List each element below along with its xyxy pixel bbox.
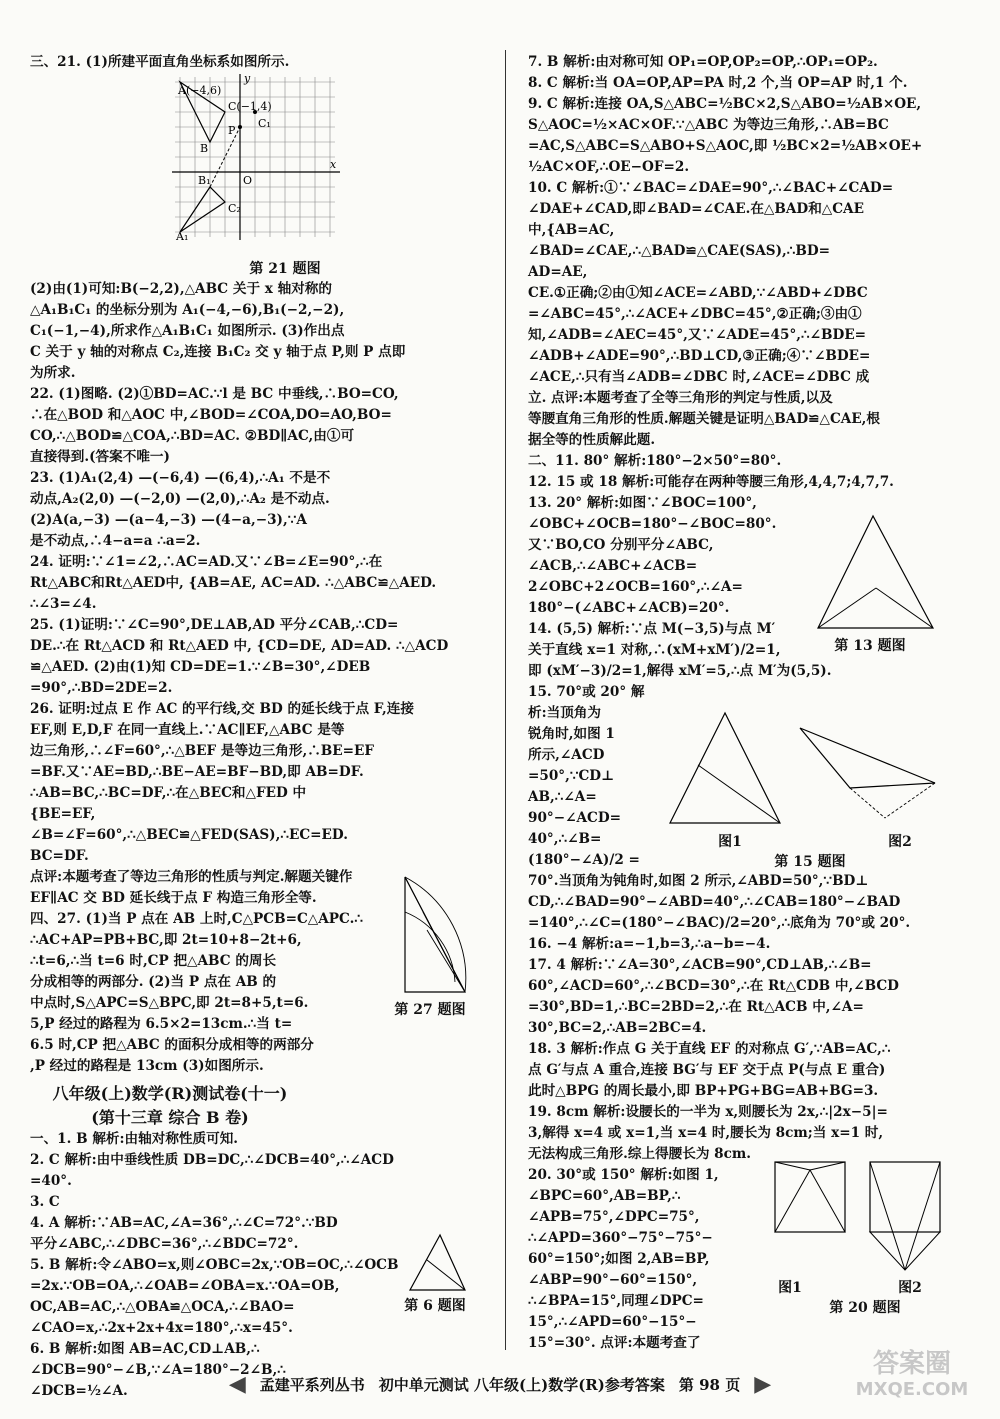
text-line: ∠BAD=∠CAE,∴△BAD≌△CAE(SAS),∴BD= bbox=[528, 243, 831, 259]
text-line: ∠DCB=½∠A. bbox=[30, 1383, 128, 1399]
text-line: 8. C 解析:当 OA=OP,AP=PA 时,2 个,当 OP=AP 时,1 个. bbox=[528, 75, 908, 91]
text-line: 12. 15 或 18 解析:可能存在两种等腰三角形,4,4,7;4,7,7. bbox=[528, 474, 894, 490]
text-line: 180°−(∠ABC+∠ACB)=20°. bbox=[528, 600, 730, 616]
fig21-label-A: A(−4,6) bbox=[178, 84, 222, 97]
text-line: 5. B 解析:令∠ABO=x,则∠OBC=2x,∵OB=OC,∴∠OCB bbox=[30, 1257, 399, 1273]
text-line: 2∠OBC+2∠OCB=160°,∴∠A= bbox=[528, 579, 743, 595]
text-line: 分成相等的两部分. (2)当 P 点在 AB 的 bbox=[30, 974, 277, 990]
text-line: 90°−∠ACD= bbox=[528, 810, 622, 826]
text-line: =30°,BD=1,∴BC=2BD=2,∴在 Rt△ACB 中,∠A= bbox=[528, 999, 864, 1015]
text-line: =AC,S△ABC=S△ABO+S△AOC,即 ½BC×2=½AB×OE+ bbox=[528, 138, 923, 154]
text-line: ∠B=∠F=60°,∴△BEC≌△FED(SAS),∴EC=ED. bbox=[30, 827, 348, 843]
fig13-caption: 第 13 题图 bbox=[834, 638, 906, 654]
text-line: CE.①正确;②由①知∠ACE=∠ABD,∵∠ABD+∠DBC bbox=[528, 285, 868, 301]
watermark-url: MXQE.COM bbox=[855, 1379, 969, 1400]
text-line: 中,{AB=AC, bbox=[528, 222, 615, 238]
text-line: (180°−∠A)/2 = bbox=[528, 852, 640, 868]
text-line: 2. C 解析:由中垂线性质 DB=DC,∴∠DCB=40°,∴∠ACD bbox=[30, 1152, 394, 1168]
text-line: 13. 20° 解析:如图∵∠BOC=100°, bbox=[528, 495, 757, 511]
text-line: 知,∠ADB=∠AEC=45°,又∵∠ADE=45°,∴∠BDE= bbox=[528, 327, 867, 343]
test-subtitle: (第十三章 综合 B 卷) bbox=[91, 1108, 249, 1127]
left-column bbox=[30, 52, 482, 1402]
fig21-axis-y: y bbox=[244, 72, 251, 85]
text-line: 15°=30°. 点评:本题考查了 bbox=[528, 1335, 701, 1351]
test-title: 八年级(上)数学(R)测试卷(十一) bbox=[52, 1084, 288, 1103]
text-line: ∠ACB,∴∠ABC+∠ACB= bbox=[528, 558, 698, 574]
footer-page-number: 第 98 页 bbox=[678, 1375, 741, 1394]
text-line: 此时△BPG 的周长最小,即 BP+PG+BG=AB+BG=3. bbox=[528, 1083, 879, 1099]
fig21-coordinate-graph bbox=[170, 72, 345, 242]
text-line: 点 G′与点 A 重合,连接 BG′与 EF 交于点 P(与点 E 重合) bbox=[528, 1062, 886, 1078]
text-line: 7. B 解析:由对称可知 OP₁=OP,OP₂=OP,∴OP₁=OP₂. bbox=[528, 54, 878, 70]
text-line: 二、11. 80° 解析:180°−2×50°=80°. bbox=[528, 453, 782, 469]
footer-book: 初中单元测试 八年级(上)数学(R)参考答案 bbox=[378, 1375, 665, 1394]
text-line: 9. C 解析:连接 OA,S△ABC=½BC×2,S△ABO=½AB×OE, bbox=[528, 96, 922, 112]
text-line: =2x.∵OB=OA,∴∠OAB=∠OBA=x.∵OA=OB, bbox=[30, 1278, 340, 1294]
text-line: 即 (xM′−3)/2=1,解得 xM′=5,∴点 M′为(5,5). bbox=[528, 663, 832, 679]
fig15-caption: 第 15 题图 bbox=[774, 854, 846, 870]
text-line: ∠APB=75°,∠DPC=75°, bbox=[528, 1209, 700, 1225]
text-line: 6.5 时,CP 把△ABC 的面积分成相等的两部分 bbox=[30, 1037, 314, 1053]
text-line: 3. C bbox=[30, 1194, 60, 1210]
text-line: Rt△ABC和Rt△AED中, {AB=AE, AC=AD. ∴△ABC≌△AED. bbox=[30, 575, 437, 591]
text-line: 边三角形,∴∠F=60°,∴△BEF 是等边三角形,∴BE=EF bbox=[30, 743, 375, 759]
text-line: =∠ABC=45°,∴∠ACE+∠DBC=45°,②正确;③由① bbox=[528, 306, 862, 322]
fig21-caption: 第 21 题图 bbox=[249, 261, 321, 277]
text-line: 26. 证明:过点 E 作 AC 的平行线,交 BD 的延长线于点 F,连接 bbox=[30, 701, 414, 717]
fig21-label-C1: C₁ bbox=[258, 117, 271, 130]
text-line: 直接得到.(答案不唯一) bbox=[30, 449, 170, 465]
text-line: 锐角时,如图 1 bbox=[528, 726, 615, 742]
fig21-label-C: C(−1,4) bbox=[228, 100, 272, 113]
text-line: 15. 70°或 20° 解 bbox=[528, 684, 645, 700]
text-line: 40°,∴∠B= bbox=[528, 831, 602, 847]
text-line: 17. 4 解析:∵∠A=30°,∠ACB=90°,CD⊥AB,∴∠B= bbox=[528, 957, 872, 973]
fig21-label-B1: B₁ bbox=[198, 174, 211, 187]
footer-series: 孟建平系列丛书 bbox=[259, 1375, 365, 1394]
text-line: 无法构成三角形.综上得腰长为 8cm. bbox=[528, 1146, 752, 1162]
text-line: DE.∴在 Rt△ACD 和 Rt△AED 中, {CD=DE, AD=AD. ∴△ACD bbox=[30, 638, 449, 654]
text-line: 20. 30°或 150° 解析:如图 1, bbox=[528, 1167, 719, 1183]
text-line: CD,∴∠BAD=90°−∠ABD=40°,∴∠CAB=180°−∠BAD bbox=[528, 894, 901, 910]
text-line: ½AC×OF,∴OE−OF=2. bbox=[528, 159, 690, 175]
text-line: 70°.当顶角为钝角时,如图 2 所示,∠ABD=50°,∵BD⊥ bbox=[528, 873, 869, 889]
text-line: =40°. bbox=[30, 1173, 72, 1189]
text-line: ≌△AED. (2)由(1)知 CD=DE=1.∵∠B=30°,∠DEB bbox=[30, 659, 371, 675]
text-line: ∠ABP=90°−60°=150°, bbox=[528, 1272, 698, 1288]
text-line: ∠ADB+∠ADE=90°,∴BD⊥CD,③正确;④∵∠BDE= bbox=[528, 348, 871, 364]
text-line: =50°,∵CD⊥ bbox=[528, 768, 615, 784]
text-line: EF,则 E,D,F 在同一直线上.∵AC∥EF,△ABC 是等 bbox=[30, 722, 345, 738]
text-line: 为所求. bbox=[30, 365, 76, 381]
text-line: ∴∠3=∠4. bbox=[30, 596, 97, 612]
text-line: 4. A 解析:∵AB=AC,∠A=36°,∴∠C=72°.∵BD bbox=[30, 1215, 338, 1231]
text-line: 立. 点评:本题考查了全等三角形的判定与性质,以及 bbox=[528, 390, 833, 406]
fig15-sub1-caption: 图1 bbox=[718, 834, 742, 850]
fig21-label-B: B bbox=[200, 142, 209, 155]
fig27-caption: 第 27 题图 bbox=[394, 1002, 466, 1018]
text-line: ∴在△BOD 和△AOC 中,∠BOD=∠COA,DO=AO,BO= bbox=[30, 407, 392, 423]
text-line: 10. C 解析:①∵∠BAC=∠DAE=90°,∴∠BAC+∠CAD= bbox=[528, 180, 894, 196]
fig15-triangles bbox=[660, 708, 950, 833]
text-line: 是不动点,∴4−a=a ∴a=2. bbox=[30, 533, 201, 549]
text-line: ∴∠APD=360°−75°−75°− bbox=[528, 1230, 713, 1246]
text-line: AB,∴∠A= bbox=[528, 789, 597, 805]
page-footer bbox=[170, 1368, 830, 1400]
text-line: 据全等的性质解此题. bbox=[528, 432, 656, 448]
text-line: ∴∠BPA=15°,同理∠DPC= bbox=[528, 1293, 704, 1309]
text-line: 关于直线 x=1 对称,∴(xM+xM′)/2=1, bbox=[528, 642, 781, 658]
fig13-triangle bbox=[808, 508, 943, 638]
fig21-axis-x: x bbox=[330, 158, 337, 171]
fig6-triangle bbox=[405, 1230, 470, 1300]
text-line: ∠BPC=60°,AB=BP,∴ bbox=[528, 1188, 681, 1204]
fig21-label-C2: C₂ bbox=[228, 202, 241, 215]
text-line: OC,AB=AC,∴△OBA≌△OCA,∴∠BAO= bbox=[30, 1299, 295, 1315]
text-line: 14. (5,5) 解析:∵点 M(−3,5)与点 M′ bbox=[528, 621, 776, 637]
text-line: 24. 证明:∵∠1=∠2,∴AC=AD.又∵∠B=∠E=90°,∴在 bbox=[30, 554, 383, 570]
text-line: ∠DCB=90°−∠B,∵∠A=180°−2∠B,∴ bbox=[30, 1362, 286, 1378]
text-line: ∠CAO=x,∴2x+2x+4x=180°,∴x=45°. bbox=[30, 1320, 293, 1336]
text-line: 23. (1)A₁(2,4) —(−6,4) —(6,4),∴A₁ 不是不 bbox=[30, 470, 331, 486]
text-line: 19. 8cm 解析:设腰长的一半为 x,则腰长为 2x,∴|2x−5|= bbox=[528, 1104, 888, 1120]
text-line: 15°,∴∠APD=60°−15°− bbox=[528, 1314, 697, 1330]
text-line: 30°,BC=2,∴AB=2BC=4. bbox=[528, 1020, 707, 1036]
fig21-label-P: P bbox=[228, 124, 236, 137]
text-line: 22. (1)图略. (2)①BD=AC.∵l 是 BC 中垂线,∴BO=CO, bbox=[30, 386, 399, 402]
fig20-sub2-caption: 图2 bbox=[898, 1280, 922, 1296]
text-line: 平分∠ABC,∴∠DBC=36°,∴∠BDC=72°. bbox=[30, 1236, 299, 1252]
text-line: EF∥AC 交 BD 延长线于点 F 构造三角形全等. bbox=[30, 890, 317, 906]
text-line: AD=AE, bbox=[528, 264, 588, 280]
fig21-label-O: O bbox=[243, 174, 253, 187]
text-line: 一、1. B 解析:由轴对称性质可知. bbox=[30, 1131, 239, 1147]
text-line: 6. B 解析:如图 AB=AC,CD⊥AB,∴ bbox=[30, 1341, 260, 1357]
text-line: 所示,∠ACD bbox=[528, 747, 605, 763]
text-line: 三、21. (1)所建平面直角坐标系如图所示. bbox=[30, 54, 290, 70]
fig20-caption: 第 20 题图 bbox=[829, 1300, 901, 1316]
text-line: ∴AB=BC,∴BC=DF,∴在△BEC和△FED 中 bbox=[30, 785, 307, 801]
text-line: (2)由(1)可知:B(−2,2),△ABC 关于 x 轴对称的 bbox=[30, 281, 332, 297]
text-line: BC=DF. bbox=[30, 848, 89, 864]
text-line: =140°,∴∠C=(180°−∠BAC)/2=20°,∴底角为 70°或 20°. bbox=[528, 915, 911, 931]
text-line: C 关于 y 轴的对称点 C₂,连接 B₁C₂ 交 y 轴于点 P,则 P 点即 bbox=[30, 344, 406, 360]
text-line: C₁(−1,−4),所求作△A₁B₁C₁ 如图所示. (3)作出点 bbox=[30, 323, 345, 339]
fig20-squares bbox=[765, 1150, 955, 1285]
text-line: 3,解得 x=4 或 x=1,当 x=4 时,腰长为 8cm;当 x=1 时, bbox=[528, 1125, 884, 1141]
fig15-sub2-caption: 图2 bbox=[888, 834, 912, 850]
watermark-text: 答案圈 bbox=[872, 1349, 951, 1379]
text-line: =90°,∴BD=2DE=2. bbox=[30, 680, 173, 696]
text-line: CO,∴△BOD≌△COA,∴BD=AC. ②BD∥AC,由①可 bbox=[30, 428, 355, 444]
text-line: {BE=EF, bbox=[30, 806, 96, 822]
text-line: △A₁B₁C₁ 的坐标分别为 A₁(−4,−6),B₁(−2,−2), bbox=[30, 302, 345, 318]
fig20-sub1-caption: 图1 bbox=[778, 1280, 802, 1296]
text-line: 等腰直角三角形的性质.解题关键是证明△BAD≌△CAE,根 bbox=[528, 411, 881, 427]
text-line: 析:当顶角为 bbox=[528, 705, 601, 721]
text-line: ,P 经过的路程是 13cm (3)如图所示. bbox=[30, 1058, 264, 1074]
text-line: ∠OBC+∠OCB=180°−∠BOC=80°. bbox=[528, 516, 777, 532]
text-line: =BF.又∵AE=BD,∴BE−AE=BF−BD,即 AB=DF. bbox=[30, 764, 364, 780]
fig21-label-A1: A₁ bbox=[176, 230, 189, 243]
footer-left-arrow-icon: ◀ bbox=[228, 1371, 246, 1397]
text-line: 60°=150°;如图 2,AB=BP, bbox=[528, 1251, 710, 1267]
fig27-triangle-arcs bbox=[395, 872, 475, 1002]
text-line: ∠ACE,∴只有当∠ADB=∠DBC 时,∠ACE=∠DBC 成 bbox=[528, 369, 870, 385]
text-line: ∴AC+AP=PB+BC,即 2t=10+8−2t+6, bbox=[30, 932, 302, 948]
watermark-logo bbox=[842, 1349, 982, 1409]
text-line: ∠DAE+∠CAD,即∠BAD=∠CAE.在△BAD和△CAE bbox=[528, 201, 864, 217]
text-line: 25. (1)证明:∵∠C=90°,DE⊥AB,AD 平分∠CAB,∴CD= bbox=[30, 617, 399, 633]
text-line: 5,P 经过的路程为 6.5×2=13cm.∴当 t= bbox=[30, 1016, 293, 1032]
text-line: ∴t=6,∴当 t=6 时,CP 把△ABC 的周长 bbox=[30, 953, 277, 969]
column-divider bbox=[505, 50, 506, 1350]
fig6-caption: 第 6 题图 bbox=[404, 1298, 466, 1314]
text-line: 16. −4 解析:a=−1,b=3,∴a−b=−4. bbox=[528, 936, 771, 952]
text-line: (2)A(a,−3) —(a−4,−3) —(4−a,−3),∵A bbox=[30, 512, 307, 528]
text-line: 60°,∠ACD=60°,∴∠BCD=30°,∴在 Rt△CDB 中,∠BCD bbox=[528, 978, 899, 994]
text-line: 中点时,S△APC=S△BPC,即 2t=8+5,t=6. bbox=[30, 995, 309, 1011]
text-line: 四、27. (1)当 P 点在 AB 上时,C△PCB=C△APC.∴ bbox=[30, 911, 363, 927]
text-line: 点评:本题考查了等边三角形的性质与判定.解题关键作 bbox=[30, 869, 353, 885]
text-line: 又∵BO,CO 分别平分∠ABC, bbox=[528, 537, 714, 553]
text-line: S△AOC=½×AC×OF.∵△ABC 为等边三角形,∴AB=BC bbox=[528, 117, 889, 133]
footer-right-arrow-icon: ▶ bbox=[754, 1371, 772, 1397]
text-line: 动点,A₂(2,0) —(−2,0) —(2,0),∴A₂ 是不动点. bbox=[30, 491, 330, 507]
text-line: 18. 3 解析:作点 G 关于直线 EF 的对称点 G′,∵AB=AC,∴ bbox=[528, 1041, 891, 1057]
